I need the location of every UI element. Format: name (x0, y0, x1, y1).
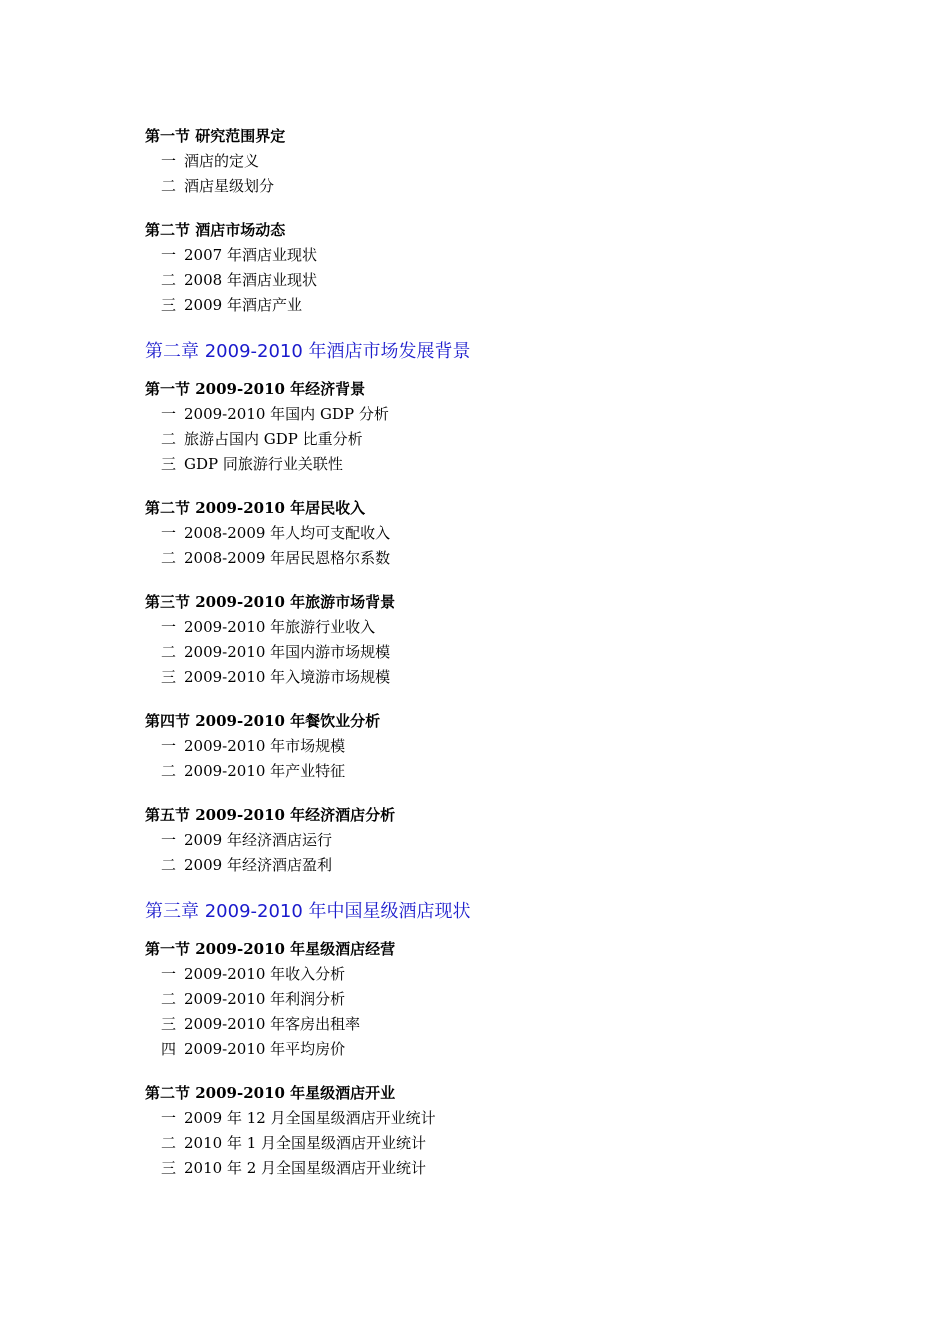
item-text: GDP 同旅游行业关联性 (184, 455, 343, 473)
item-text: 2009 年酒店产业 (184, 296, 302, 314)
item-number: 三 (161, 668, 177, 686)
item-text: 酒店星级划分 (184, 177, 275, 195)
toc-item (145, 268, 845, 293)
item-number: 三 (161, 296, 177, 314)
section-title: 第三节 2009-2010 年旅游市场背景 (145, 593, 396, 611)
toc-item (145, 1156, 845, 1181)
item-number: 二 (161, 856, 177, 874)
item-number: 二 (161, 549, 177, 567)
toc-item (145, 452, 845, 477)
toc-section (145, 1081, 845, 1181)
item-number: 一 (161, 152, 177, 170)
toc-item (145, 427, 845, 452)
item-number: 二 (161, 271, 177, 289)
toc-item (145, 546, 845, 571)
item-text: 2009-2010 年市场规模 (184, 737, 346, 755)
item-number: 二 (161, 177, 177, 195)
toc-item (145, 402, 845, 427)
item-text: 2009-2010 年利润分析 (184, 990, 346, 1008)
toc-section (145, 803, 845, 878)
item-number: 三 (161, 1159, 177, 1177)
toc-item (145, 521, 845, 546)
item-number: 一 (161, 405, 177, 423)
item-number: 一 (161, 246, 177, 264)
toc-section (145, 496, 845, 571)
toc-section (145, 124, 845, 199)
toc-section (145, 218, 845, 318)
toc-item (145, 734, 845, 759)
item-text: 2009-2010 年国内 GDP 分析 (184, 405, 389, 423)
item-number: 二 (161, 643, 177, 661)
table-of-contents (145, 124, 845, 1200)
item-text: 酒店的定义 (184, 152, 260, 170)
section-title: 第二节 2009-2010 年居民收入 (145, 499, 366, 517)
item-number: 一 (161, 1109, 177, 1127)
item-text: 2008-2009 年人均可支配收入 (184, 524, 391, 542)
toc-item (145, 665, 845, 690)
toc-section (145, 709, 845, 784)
item-text: 2009-2010 年国内游市场规模 (184, 643, 391, 661)
chapter-title: 第三章 2009-2010 年中国星级酒店现状 (145, 901, 471, 922)
item-text: 2008-2009 年居民恩格尔系数 (184, 549, 391, 567)
toc-section (145, 377, 845, 477)
toc-item (145, 853, 845, 878)
item-text: 2009 年经济酒店盈利 (184, 856, 332, 874)
section-title: 第二节 酒店市场动态 (145, 221, 286, 239)
toc-item (145, 149, 845, 174)
item-text: 2009 年经济酒店运行 (184, 831, 332, 849)
toc-section (145, 590, 845, 690)
item-number: 二 (161, 762, 177, 780)
item-number: 二 (161, 990, 177, 1008)
toc-item (145, 293, 845, 318)
item-text: 2009 年 12 月全国星级酒店开业统计 (184, 1109, 436, 1127)
section-title: 第五节 2009-2010 年经济酒店分析 (145, 806, 396, 824)
section-title: 第一节 2009-2010 年星级酒店经营 (145, 940, 396, 958)
toc-item (145, 1012, 845, 1037)
item-number: 二 (161, 1134, 177, 1152)
item-text: 2008 年酒店业现状 (184, 271, 317, 289)
item-text: 2010 年 2 月全国星级酒店开业统计 (184, 1159, 427, 1177)
chapter-title: 第二章 2009-2010 年酒店市场发展背景 (145, 341, 471, 362)
toc-item (145, 828, 845, 853)
toc-item (145, 174, 845, 199)
item-text: 2010 年 1 月全国星级酒店开业统计 (184, 1134, 427, 1152)
item-text: 2009-2010 年产业特征 (184, 762, 346, 780)
toc-item (145, 987, 845, 1012)
item-text: 2009-2010 年入境游市场规模 (184, 668, 391, 686)
item-number: 二 (161, 430, 177, 448)
toc-section (145, 937, 845, 1062)
item-text: 旅游占国内 GDP 比重分析 (184, 430, 363, 448)
item-number: 四 (161, 1040, 177, 1058)
section-title: 第一节 研究范围界定 (145, 127, 286, 145)
section-title: 第二节 2009-2010 年星级酒店开业 (145, 1084, 396, 1102)
item-text: 2009-2010 年平均房价 (184, 1040, 346, 1058)
toc-item (145, 1131, 845, 1156)
section-title: 第一节 2009-2010 年经济背景 (145, 380, 366, 398)
item-number: 一 (161, 524, 177, 542)
toc-item (145, 962, 845, 987)
item-number: 三 (161, 455, 177, 473)
item-number: 三 (161, 1015, 177, 1033)
item-text: 2009-2010 年收入分析 (184, 965, 346, 983)
item-text: 2009-2010 年客房出租率 (184, 1015, 361, 1033)
item-number: 一 (161, 965, 177, 983)
toc-item (145, 759, 845, 784)
toc-item (145, 1037, 845, 1062)
item-number: 一 (161, 737, 177, 755)
item-text: 2007 年酒店业现状 (184, 246, 317, 264)
item-number: 一 (161, 831, 177, 849)
toc-item (145, 640, 845, 665)
toc-item (145, 615, 845, 640)
section-title: 第四节 2009-2010 年餐饮业分析 (145, 712, 381, 730)
item-number: 一 (161, 618, 177, 636)
item-text: 2009-2010 年旅游行业收入 (184, 618, 376, 636)
toc-item (145, 1106, 845, 1131)
toc-item (145, 243, 845, 268)
